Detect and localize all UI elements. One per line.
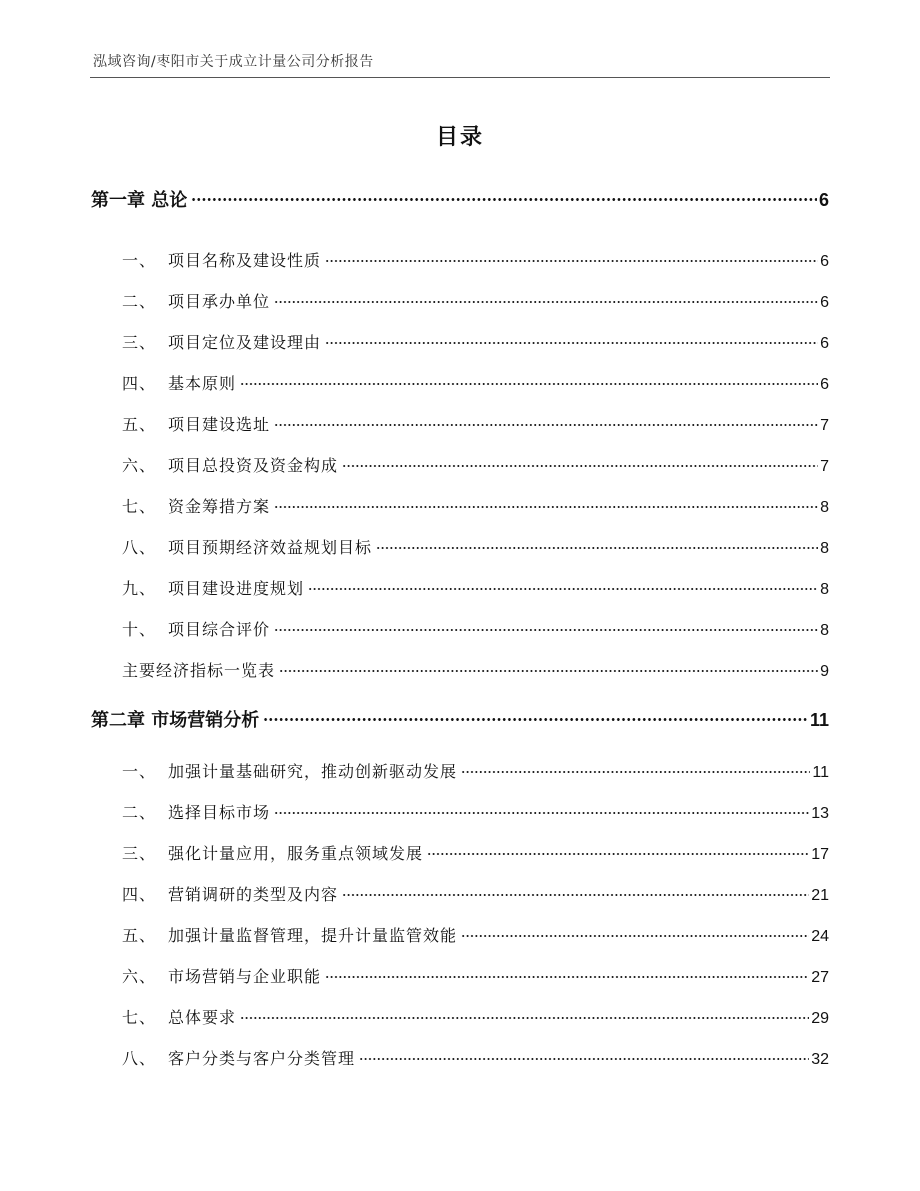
toc-entry-label: 项目总投资及资金构成 <box>168 456 339 475</box>
toc-section[interactable] <box>122 882 829 905</box>
toc-entry-label: 项目综合评价 <box>168 620 271 639</box>
toc-leader-dots <box>240 383 818 385</box>
toc-section[interactable] <box>122 759 829 782</box>
toc-page-number: 32 <box>811 1051 829 1068</box>
toc-entry-number: 八、 <box>122 538 157 557</box>
toc-entry-number: 六、 <box>122 967 157 986</box>
toc-section[interactable] <box>122 248 829 271</box>
toc-entry-label: 项目承办单位 <box>168 292 271 311</box>
toc-page-number: 8 <box>820 540 829 557</box>
toc-entry-number: 六、 <box>122 456 157 475</box>
toc-entry-number: 十、 <box>122 620 157 639</box>
toc-page-number: 27 <box>811 969 829 986</box>
toc-page-number: 6 <box>820 253 829 270</box>
toc-page-number: 13 <box>811 805 829 822</box>
toc-page-number: 8 <box>820 499 829 516</box>
toc-leader-dots <box>279 670 818 672</box>
header-rule <box>90 77 830 78</box>
toc-leader-dots <box>274 812 809 814</box>
toc-section[interactable] <box>122 923 829 946</box>
toc-leader-dots <box>325 342 818 344</box>
toc-entry-number: 一、 <box>122 762 157 781</box>
toc-leader-dots <box>461 771 810 773</box>
toc-section[interactable] <box>122 658 829 681</box>
toc-leader-dots <box>191 198 817 201</box>
toc-entry-label: 总体要求 <box>168 1008 237 1027</box>
toc-leader-dots <box>240 1017 809 1019</box>
toc-section[interactable] <box>122 1005 829 1028</box>
toc-leader-dots <box>359 1058 809 1060</box>
toc-chapter-1[interactable] <box>91 186 829 212</box>
toc-section[interactable] <box>122 617 829 640</box>
toc-section[interactable] <box>122 576 829 599</box>
toc-entry-label: 第二章 市场营销分析 <box>91 710 260 731</box>
toc-section[interactable] <box>122 371 829 394</box>
toc-entry-number: 二、 <box>122 292 157 311</box>
toc-entry-label: 资金筹措方案 <box>168 497 271 516</box>
toc-page-number: 6 <box>820 335 829 352</box>
toc-entry-label: 加强计量基础研究，推动创新驱动发展 <box>168 762 458 781</box>
toc-section[interactable] <box>122 841 829 864</box>
toc-leader-dots <box>342 465 818 467</box>
toc-entry-label: 加强计量监督管理，提升计量监管效能 <box>168 926 458 945</box>
toc-section[interactable] <box>122 412 829 435</box>
toc-entry-label: 选择目标市场 <box>168 803 271 822</box>
toc-leader-dots <box>342 894 809 896</box>
toc-section[interactable] <box>122 800 829 823</box>
toc-entry-label: 第一章 总论 <box>91 190 188 211</box>
toc-entry-number: 七、 <box>122 1008 157 1027</box>
toc-entry-number: 一、 <box>122 251 157 270</box>
toc-page-number: 6 <box>820 294 829 311</box>
toc-chapter-2[interactable] <box>91 706 829 732</box>
toc-page-number: 17 <box>811 846 829 863</box>
toc-entry-label: 项目建设选址 <box>168 415 271 434</box>
toc-entry-number: 八、 <box>122 1049 157 1068</box>
toc-section[interactable] <box>122 494 829 517</box>
toc-page-number: 6 <box>820 376 829 393</box>
toc-entry-number: 四、 <box>122 374 157 393</box>
toc-section[interactable] <box>122 1046 829 1069</box>
toc-leader-dots <box>274 301 818 303</box>
toc-page-number: 29 <box>811 1010 829 1027</box>
toc-entry-number: 三、 <box>122 844 157 863</box>
toc-entry-number: 五、 <box>122 415 157 434</box>
toc-leader-dots <box>274 629 818 631</box>
toc-leader-dots <box>325 976 809 978</box>
toc-leader-dots <box>263 718 808 721</box>
toc-page-number: 7 <box>820 417 829 434</box>
toc-page-number: 8 <box>820 622 829 639</box>
toc-entry-label: 主要经济指标一览表 <box>122 661 276 680</box>
toc-leader-dots <box>325 260 818 262</box>
toc-leader-dots <box>376 547 818 549</box>
toc-page-number: 24 <box>811 928 829 945</box>
page-title: 目录 <box>435 125 484 150</box>
toc-entry-label: 项目名称及建设性质 <box>168 251 322 270</box>
toc-section[interactable] <box>122 330 829 353</box>
toc-entry-label: 项目建设进度规划 <box>168 579 305 598</box>
toc-entry-label: 客户分类与客户分类管理 <box>168 1049 356 1068</box>
running-header: 泓域咨询/枣阳市关于成立计量公司分析报告 <box>93 54 374 70</box>
toc-entry-label: 项目预期经济效益规划目标 <box>168 538 373 557</box>
toc-page-number: 7 <box>820 458 829 475</box>
toc-leader-dots <box>461 935 809 937</box>
toc-section[interactable] <box>122 289 829 312</box>
toc-entry-label: 基本原则 <box>168 374 237 393</box>
toc-entry-number: 七、 <box>122 497 157 516</box>
toc-page-number: 11 <box>809 710 829 730</box>
toc-leader-dots <box>308 588 818 590</box>
toc-page-number: 8 <box>820 581 829 598</box>
toc-entry-number: 九、 <box>122 579 157 598</box>
toc-entry-number: 四、 <box>122 885 157 904</box>
toc-entry-number: 五、 <box>122 926 157 945</box>
toc-section[interactable] <box>122 535 829 558</box>
toc-page-number: 11 <box>812 764 829 781</box>
toc-section[interactable] <box>122 964 829 987</box>
toc-leader-dots <box>427 853 809 855</box>
toc-entry-label: 市场营销与企业职能 <box>168 967 322 986</box>
toc-entry-label: 营销调研的类型及内容 <box>168 885 339 904</box>
toc-leader-dots <box>274 506 818 508</box>
toc-entry-number: 三、 <box>122 333 157 352</box>
toc-entry-number: 二、 <box>122 803 157 822</box>
toc-page-number: 9 <box>820 663 829 680</box>
toc-entry-label: 项目定位及建设理由 <box>168 333 322 352</box>
toc-leader-dots <box>274 424 818 426</box>
toc-page-number: 6 <box>818 190 829 210</box>
toc-section[interactable] <box>122 453 829 476</box>
toc-page-number: 21 <box>811 887 829 904</box>
toc-entry-label: 强化计量应用，服务重点领域发展 <box>168 844 424 863</box>
